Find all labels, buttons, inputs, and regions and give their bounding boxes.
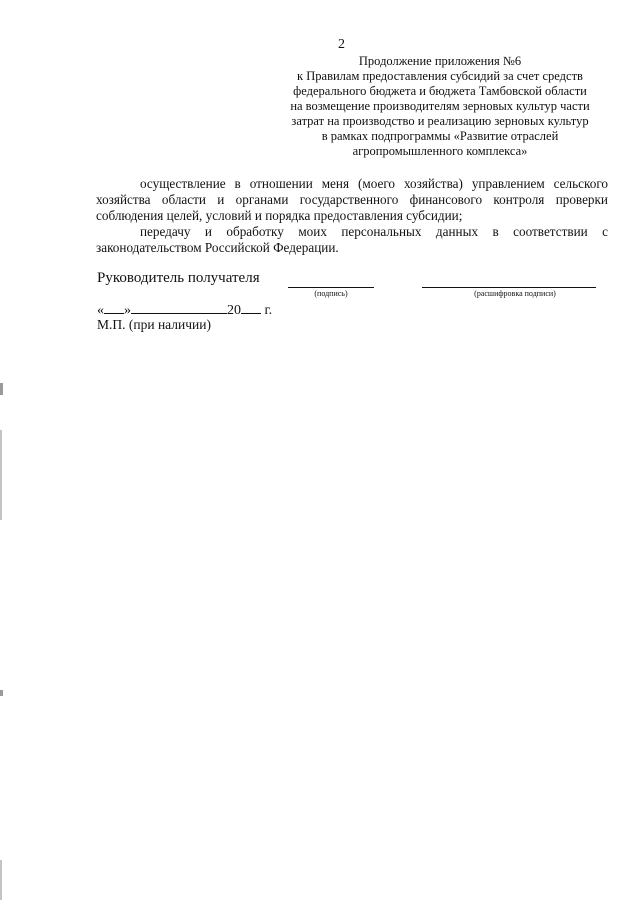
scan-margin-mark	[0, 383, 3, 395]
signature-label: Руководитель получателя	[97, 270, 260, 286]
year-prefix: 20	[227, 303, 241, 318]
signature-line	[288, 287, 374, 288]
scan-margin-mark	[0, 860, 2, 900]
stamp-note: М.П. (при наличии)	[97, 317, 211, 332]
appendix-header-line: Продолжение приложения №6	[358, 54, 522, 68]
paragraph-line: осуществление в отношении меня (моего хозяйства) управлением сельского	[140, 176, 608, 191]
year-suffix: г.	[264, 303, 273, 318]
scan-margin-mark	[0, 690, 3, 696]
date-close-quote: »	[124, 303, 131, 318]
name-line	[422, 287, 596, 288]
day-blank	[104, 300, 124, 314]
appendix-header-line: в рамках подпрограммы «Развитие отраслей	[321, 129, 559, 143]
paragraph-line: соблюдения целей, условий и порядка предоставления субсидии;	[96, 208, 463, 223]
year-blank	[241, 300, 261, 314]
page-number: 2	[338, 37, 345, 52]
date-open-quote: «	[97, 303, 104, 318]
appendix-header-line: агропромышленного комплекса»	[352, 144, 528, 158]
appendix-header-line: затрат на производство и реализацию зерновых культур	[291, 114, 589, 128]
appendix-header	[270, 54, 610, 159]
paragraph-line: хозяйства области и органами государственного финансового контроля проверки	[96, 192, 608, 207]
appendix-header-line: к Правилам предоставления субсидий за счет средств	[297, 69, 583, 83]
appendix-header-line: на возмещение производителям зерновых культур части	[290, 99, 590, 113]
month-blank	[131, 300, 227, 314]
paragraph-line: передачу и обработку моих персональных данных в соответствии с	[140, 224, 608, 239]
paragraph-line: законодательством Российской Федерации.	[96, 240, 339, 255]
appendix-header-line: федерального бюджета и бюджета Тамбовской области	[293, 84, 587, 98]
consent-text	[96, 176, 608, 256]
scan-margin-mark	[0, 430, 2, 520]
signature-caption: (подпись)	[314, 289, 348, 298]
name-caption: (расшифровка подписи)	[474, 289, 556, 298]
